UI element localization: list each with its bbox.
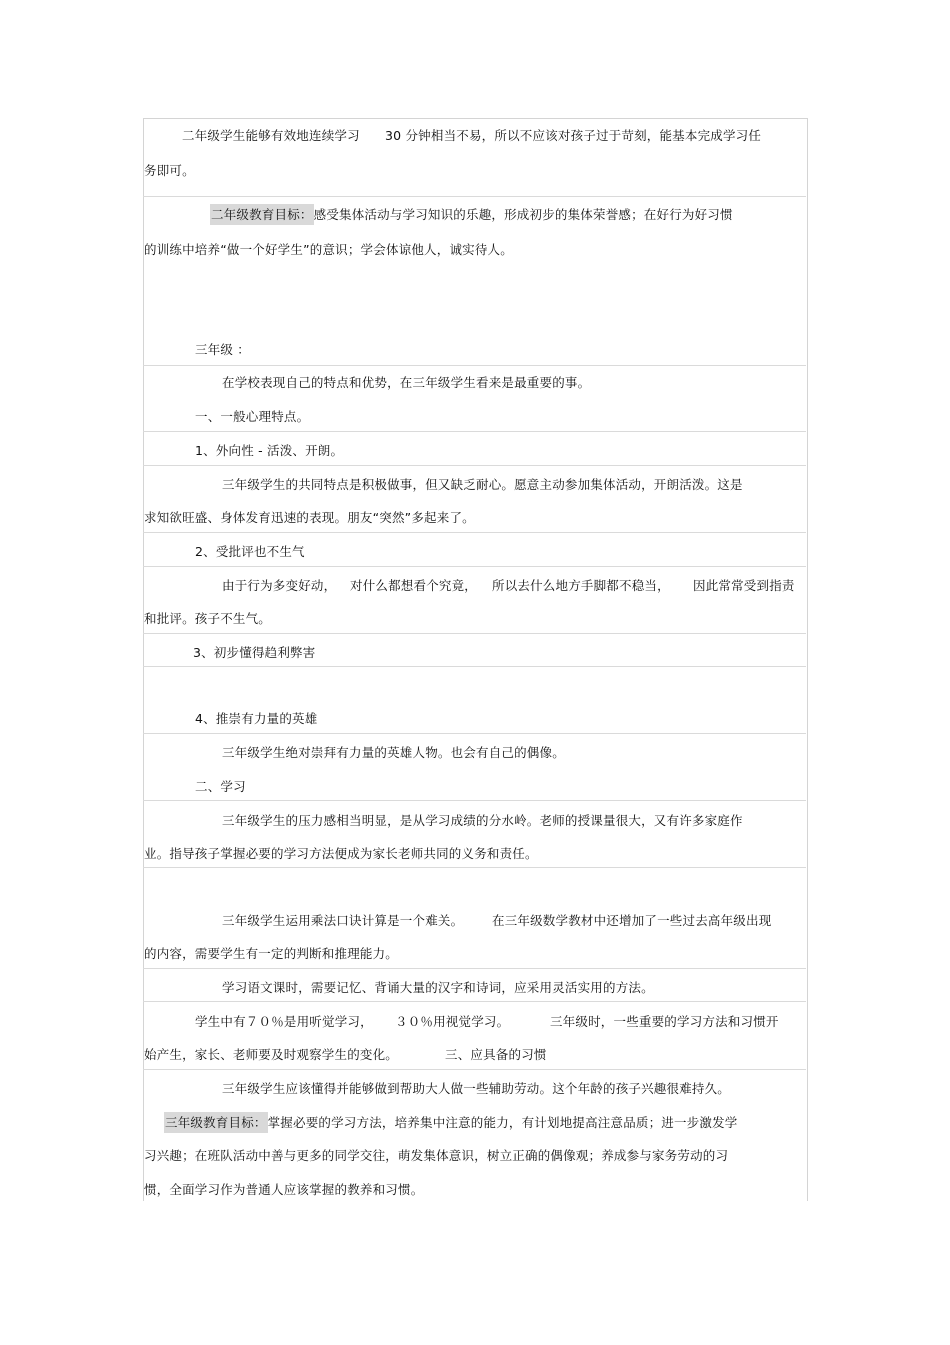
section-heading-1: 一、一般心理特点。 [195,409,310,424]
math-line2: 的内容，需要学生有一定的判断和推理能力。 [144,946,399,961]
item2-part1: 由于行为多变好动， [222,578,337,593]
row-divider [143,666,806,667]
row-divider [143,431,806,432]
math-part1: 三年级学生运用乘法口诀计算是一个难关。 [222,913,464,928]
grade3-goal-line3: 惯，全面学习作为普通人应该掌握的教养和习惯。 [144,1182,424,1197]
ratio-line2: 始产生，家长、老师要及时观察学生的变化。 [144,1047,399,1062]
section-heading-2: 二、学习 [195,779,246,794]
grade3-goal-line2: 习兴趣；在班队活动中善与更多的同学交往，萌发集体意识，树立正确的偶像观；养成参与家务劳动的习 [144,1148,729,1163]
row-divider [143,566,806,567]
item1-line2: 求知欲旺盛、身体发育迅速的表现。朋友“突然”多起来了。 [144,510,475,525]
row-divider [143,196,806,197]
grade2-goal-text: 感受集体活动与学习知识的乐趣，形成初步的集体荣誉感；在好行为好习惯 [313,207,733,222]
grade2-goal-line2: 的训练中培养“做一个好学生”的意识；学会体谅他人，诚实待人。 [144,242,513,257]
grade2-paragraph-part1: 二年级学生能够有效地连续学习 [182,128,360,143]
chinese-study: 学习语文课时，需要记忆、背诵大量的汉字和诗词，应采用灵活实用的方法。 [222,980,654,995]
item4-title: 4、推崇有力量的英雄 [195,711,318,726]
grade3-goal-label: 三年级教育目标： [164,1112,268,1133]
math-part2: 在三年级数学教材中还增加了一些过去高年级出现 [492,913,772,928]
grade2-paragraph-part2: 30 分钟相当不易，所以不应该对孩子过于苛刻，能基本完成学习任 [385,128,762,143]
row-divider [143,365,806,366]
grade2-paragraph-line2: 务即可。 [144,163,195,178]
study-line1: 三年级学生的压力感相当明显，是从学习成绩的分水岭。老师的授课量很大，又有许多家庭作 [222,813,743,828]
row-divider [143,800,806,801]
grade2-goal-line1 [210,207,733,223]
row-divider [143,465,806,466]
ratio-part3: 三年级时，一些重要的学习方法和习惯开 [550,1014,779,1029]
item4-text: 三年级学生绝对崇拜有力量的英雄人物。也会有自己的偶像。 [222,745,565,760]
row-divider [143,1001,806,1002]
row-divider [143,867,806,868]
item2-part4: 因此常常受到指责 [693,578,795,593]
item1-title: 1、外向性 - 活泼、开朗。 [195,443,344,458]
item3-title: 3、初步懂得趋利弊害 [193,645,316,660]
item2-title: 2、受批评也不生气 [195,544,305,559]
item1-line1: 三年级学生的共同特点是积极做事，但又缺乏耐心。愿意主动参加集体活动，开朗活泼。这是 [222,477,743,492]
row-divider [143,1069,806,1070]
row-divider [143,733,806,734]
item2-part2: 对什么都想看个究竟， [350,578,478,593]
item2-line2: 和批评。孩子不生气。 [144,611,272,626]
grade2-goal-label: 二年级教育目标： [210,204,314,225]
grade3-goal-line1 [164,1115,738,1131]
grade3-goal-text: 掌握必要的学习方法，培养集中注意的能力，有计划地提高注意品质；进一步激发学 [267,1115,738,1130]
row-divider [143,968,806,969]
grade3-heading: 三年级 ： [195,342,250,357]
ratio-part1: 学生中有７０％是用听觉学习， [195,1014,373,1029]
habit-text: 三年级学生应该懂得并能够做到帮助大人做一些辅助劳动。这个年龄的孩子兴趣很难持久。 [222,1081,731,1096]
item2-part3: 所以去什么地方手脚都不稳当， [492,578,670,593]
row-divider [143,532,806,533]
row-divider [143,633,806,634]
grade3-intro: 在学校表现自己的特点和优势，在三年级学生看来是最重要的事。 [222,375,591,390]
ratio-part2: ３０％用视觉学习。 [395,1014,510,1029]
section-heading-3: 三、应具备的习惯 [445,1047,547,1062]
study-line2: 业。指导孩子掌握必要的学习方法便成为家长老师共同的义务和责任。 [144,846,538,861]
